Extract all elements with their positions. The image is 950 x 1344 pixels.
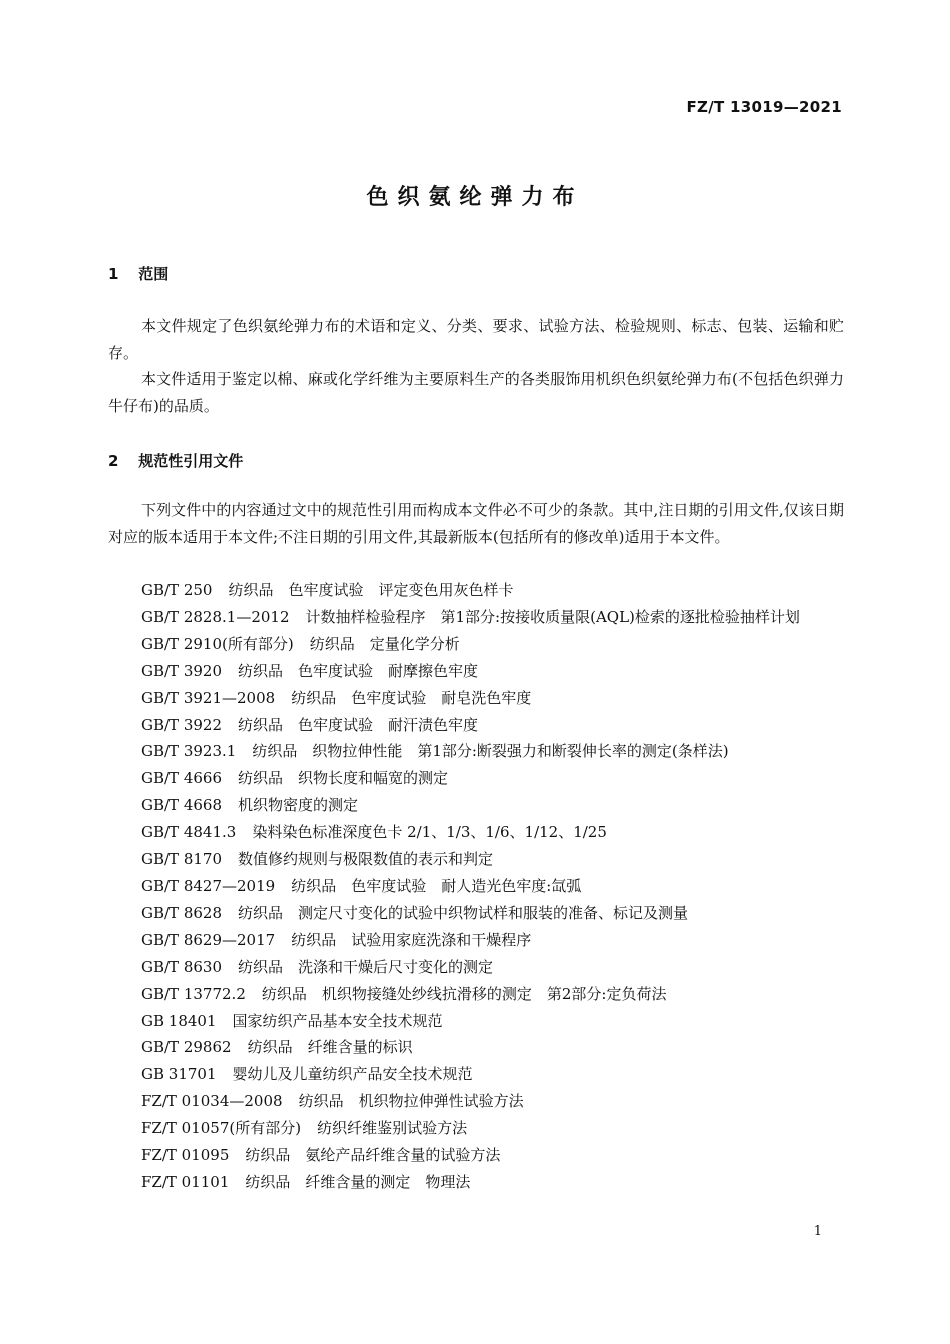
reference-title: 计数抽样检验程序 第1部分:按接收质量限(AQL)检索的逐批检验抽样计划 (305, 607, 800, 626)
reference-code: GB/T 8630 (141, 957, 223, 976)
reference-code: GB/T 8427—2019 (141, 876, 276, 895)
reference-title: 机织物密度的测定 (238, 796, 359, 815)
reference-item (108, 738, 844, 765)
standard-number: FZ/T 13019—2021 (686, 98, 842, 116)
reference-item (108, 604, 844, 631)
reference-code: GB 18401 (141, 1011, 217, 1030)
reference-item (108, 819, 844, 846)
reference-item (108, 1142, 844, 1169)
reference-title: 纺织品 色牢度试验 评定变色用灰色样卡 (228, 581, 514, 599)
reference-item (108, 1008, 844, 1035)
reference-code: GB 31701 (141, 1065, 217, 1084)
reference-title: 纺织品 纤维含量的标识 (247, 1038, 413, 1057)
reference-title: 婴幼儿及儿童纺织产品安全技术规范 (232, 1065, 473, 1084)
reference-code: GB/T 3920 (141, 661, 223, 680)
reference-item (108, 927, 844, 954)
reference-item (108, 1088, 844, 1115)
reference-code: GB/T 4668 (141, 796, 223, 815)
reference-title: 染料染色标准深度色卡 2/1、1/3、1/6、1/12、1/25 (252, 823, 607, 842)
reference-title: 纺织品 试验用家庭洗涤和干燥程序 (291, 930, 532, 949)
reference-title: 纺织品 机织物拉伸弹性试验方法 (298, 1092, 524, 1111)
section-number: 2 (108, 452, 119, 470)
reference-title: 纺织品 测定尺寸变化的试验中织物试样和服装的准备、标记及测量 (238, 903, 689, 922)
reference-title: 纺织品 机织物接缝处纱线抗滑移的测定 第2部分:定负荷法 (261, 984, 667, 1003)
reference-code: GB/T 2910(所有部分) (141, 634, 294, 653)
reference-item (108, 981, 844, 1008)
reference-item (108, 631, 844, 658)
reference-title: 纺织品 色牢度试验 耐汗渍色牢度 (238, 715, 479, 734)
reference-code: GB/T 8628 (141, 903, 223, 922)
scope-paragraph-2: 本文件适用于鉴定以棉、麻或化学纤维为主要原料生产的各类服饰用机织色织氨纶弹力布(不包括色织弹力牛仔布)的品质。 (108, 370, 844, 415)
reference-item (108, 1169, 844, 1196)
reference-code: FZ/T 01101 (141, 1172, 230, 1191)
reference-title: 纺织品 洗涤和干燥后尺寸变化的测定 (238, 957, 494, 976)
page-number: 1 (813, 1224, 822, 1239)
section-title: 规范性引用文件 (138, 452, 244, 470)
reference-title: 纺织品 氨纶产品纤维含量的试验方法 (245, 1146, 501, 1165)
reference-item (108, 712, 844, 739)
reference-code: FZ/T 01057(所有部分) (141, 1119, 302, 1138)
section-title: 范围 (138, 265, 169, 283)
reference-code: FZ/T 01034—2008 (141, 1092, 283, 1111)
reference-code: GB/T 4666 (141, 769, 223, 788)
section-heading-normative-references (108, 450, 243, 471)
reference-item (108, 954, 844, 981)
reference-item (108, 1034, 844, 1061)
reference-code: GB/T 3922 (141, 715, 223, 734)
reference-title: 纺织纤维鉴别试验方法 (317, 1119, 468, 1138)
reference-code: GB/T 4841.3 (141, 823, 237, 842)
reference-code: GB/T 13772.2 (141, 984, 246, 1003)
reference-item (108, 658, 844, 685)
reference-title: 纺织品 色牢度试验 耐人造光色牢度:氙弧 (291, 876, 582, 895)
reference-item (108, 1061, 844, 1088)
reference-title: 纺织品 织物拉伸性能 第1部分:断裂强力和断裂伸长率的测定(条样法) (252, 742, 729, 761)
reference-item (108, 685, 844, 712)
reference-item (108, 873, 844, 900)
reference-item (108, 846, 844, 873)
reference-item (108, 1115, 844, 1142)
reference-code: GB/T 2828.1—2012 (141, 607, 290, 626)
reference-code: GB/T 8170 (141, 850, 223, 869)
section-number: 1 (108, 265, 119, 283)
reference-item (108, 577, 844, 604)
reference-title: 纺织品 色牢度试验 耐皂洗色牢度 (291, 688, 532, 707)
reference-title: 纺织品 纤维含量的测定 物理法 (245, 1172, 471, 1191)
reference-code: GB/T 250 (141, 581, 213, 599)
reference-item (108, 792, 844, 819)
references-intro-paragraph: 下列文件中的内容通过文中的规范性引用而构成本文件必不可少的条款。其中,注日期的引用文件,仅该日期对应的版本适用于本文件;不注日期的引用文件,其最新版本(包括所有的修改单)适用于本文件。 (108, 501, 844, 546)
reference-code: GB/T 3923.1 (141, 742, 237, 761)
reference-title: 纺织品 定量化学分析 (309, 634, 460, 653)
reference-title: 国家纺织产品基本安全技术规范 (232, 1011, 443, 1030)
scope-paragraph-1: 本文件规定了色织氨纶弹力布的术语和定义、分类、要求、试验方法、检验规则、标志、包装、运输和贮存。 (108, 317, 844, 362)
reference-code: GB/T 3921—2008 (141, 688, 276, 707)
reference-code: GB/T 29862 (141, 1038, 232, 1057)
reference-list (108, 577, 844, 1196)
section-heading-scope (108, 263, 168, 284)
reference-item (108, 765, 844, 792)
reference-title: 纺织品 织物长度和幅宽的测定 (238, 769, 449, 788)
reference-title: 数值修约规则与极限数值的表示和判定 (238, 850, 494, 869)
reference-code: GB/T 8629—2017 (141, 930, 276, 949)
reference-title: 纺织品 色牢度试验 耐摩擦色牢度 (238, 661, 479, 680)
reference-item (108, 900, 844, 927)
document-title: 色织氨纶弹力布 (366, 185, 584, 210)
reference-code: FZ/T 01095 (141, 1146, 230, 1165)
